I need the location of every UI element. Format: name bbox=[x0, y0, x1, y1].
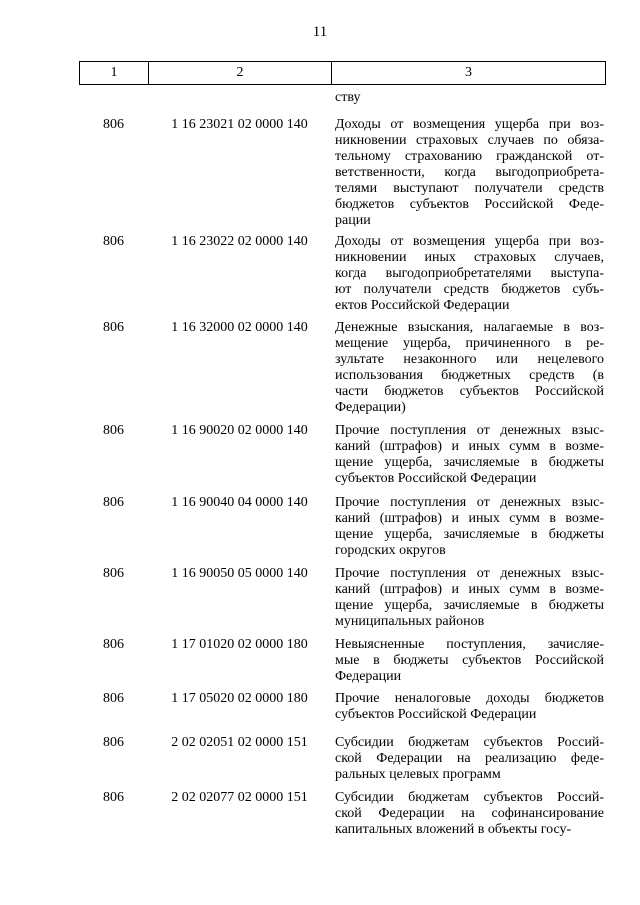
description-line: Доходы от возмещения ущерба при воз- bbox=[335, 117, 604, 132]
row-description bbox=[335, 691, 604, 723]
row-budget-code: 1 16 90050 05 0000 140 bbox=[171, 566, 308, 581]
row-description bbox=[335, 790, 604, 838]
description-line: ектов Российской Федерации bbox=[335, 298, 510, 313]
header-col-admin: 1 bbox=[80, 62, 149, 84]
description-line: ральных целевых программ bbox=[335, 767, 501, 782]
description-line: бюджетов субъектов Российской Феде- bbox=[335, 197, 604, 212]
description-line: телями выступают получатели средств bbox=[335, 181, 604, 196]
row-description bbox=[335, 735, 604, 783]
description-line: Федерации bbox=[335, 669, 402, 684]
description-line: части бюджетов субъектов Российской bbox=[335, 384, 604, 399]
row-admin-code: 806 bbox=[103, 637, 124, 652]
row-admin-code: 806 bbox=[103, 423, 124, 438]
description-line: городских округов bbox=[335, 543, 446, 558]
description-line: Денежные взыскания, налагаемые в воз- bbox=[335, 320, 604, 335]
row-description bbox=[335, 637, 604, 685]
description-line: субъектов Российской Федерации bbox=[335, 707, 537, 722]
description-line: каний (штрафов) и иных сумм в возме- bbox=[335, 582, 604, 597]
page-number: 11 bbox=[312, 24, 328, 40]
row-budget-code: 2 02 02051 02 0000 151 bbox=[171, 735, 308, 750]
table-header bbox=[79, 61, 606, 85]
description-line: Доходы от возмещения ущерба при воз- bbox=[335, 234, 604, 249]
row-description bbox=[335, 566, 604, 630]
row-budget-code: 1 16 32000 02 0000 140 bbox=[171, 320, 308, 335]
description-line: щение ущерба, зачисляемые в бюджеты bbox=[335, 598, 604, 613]
row-admin-code: 806 bbox=[103, 495, 124, 510]
row-budget-code: 1 16 90020 02 0000 140 bbox=[171, 423, 308, 438]
description-line: Субсидии бюджетам субъектов Россий- bbox=[335, 790, 604, 805]
continuation-text: ству bbox=[335, 90, 361, 105]
description-line: ской Федерации на софинансирование bbox=[335, 806, 604, 821]
row-admin-code: 806 bbox=[103, 117, 124, 132]
description-line: тельному страхованию гражданской от- bbox=[335, 149, 604, 164]
description-line: ской Федерации на реализацию феде- bbox=[335, 751, 604, 766]
row-admin-code: 806 bbox=[103, 566, 124, 581]
description-line: каний (штрафов) и иных сумм в возме- bbox=[335, 439, 604, 454]
row-admin-code: 806 bbox=[103, 320, 124, 335]
row-description bbox=[335, 320, 604, 416]
description-line: Невыясненные поступления, зачисляе- bbox=[335, 637, 604, 652]
row-budget-code: 1 17 05020 02 0000 180 bbox=[171, 691, 308, 706]
row-budget-code: 2 02 02077 02 0000 151 bbox=[171, 790, 308, 805]
description-line: Прочие неналоговые доходы бюджетов bbox=[335, 691, 604, 706]
row-description bbox=[335, 495, 604, 559]
row-description bbox=[335, 423, 604, 487]
description-line: мещение ущерба, причиненного в ре- bbox=[335, 336, 604, 351]
description-line: муниципальных районов bbox=[335, 614, 485, 629]
description-line: зультате незаконного или нецелевого bbox=[335, 352, 604, 367]
description-line: щение ущерба, зачисляемые в бюджеты bbox=[335, 455, 604, 470]
description-line: Прочие поступления от денежных взыс- bbox=[335, 423, 604, 438]
row-budget-code: 1 17 01020 02 0000 180 bbox=[171, 637, 308, 652]
row-description bbox=[335, 117, 604, 229]
row-admin-code: 806 bbox=[103, 735, 124, 750]
header-col-description: 3 bbox=[465, 65, 472, 80]
row-budget-code: 1 16 23021 02 0000 140 bbox=[171, 117, 308, 132]
description-line: Прочие поступления от денежных взыс- bbox=[335, 495, 604, 510]
row-admin-code: 806 bbox=[103, 691, 124, 706]
description-line: Субсидии бюджетам субъектов Россий- bbox=[335, 735, 604, 750]
row-description bbox=[335, 234, 604, 314]
description-line: каний (штрафов) и иных сумм в возме- bbox=[335, 511, 604, 526]
description-line: Федерации) bbox=[335, 400, 406, 415]
description-line: субъектов Российской Федерации bbox=[335, 471, 537, 486]
description-line: ветственности, когда выгодоприобрета- bbox=[335, 165, 604, 180]
description-line: мые в бюджеты субъектов Российской bbox=[335, 653, 604, 668]
row-admin-code: 806 bbox=[103, 234, 124, 249]
row-budget-code: 1 16 23022 02 0000 140 bbox=[171, 234, 308, 249]
row-admin-code: 806 bbox=[103, 790, 124, 805]
description-line: щение ущерба, зачисляемые в бюджеты bbox=[335, 527, 604, 542]
description-line: когда выгодоприобретателями выступа- bbox=[335, 266, 604, 281]
row-budget-code: 1 16 90040 04 0000 140 bbox=[171, 495, 308, 510]
header-col-code: 2 bbox=[149, 62, 332, 84]
description-line: использования бюджетных средств (в bbox=[335, 368, 604, 383]
description-line: рации bbox=[335, 213, 371, 228]
description-line: капитальных вложений в объекты госу- bbox=[335, 822, 572, 837]
description-line: никновении иных страховых случаев, bbox=[335, 250, 604, 265]
description-line: никновении страховых случаев по обяза- bbox=[335, 133, 604, 148]
description-line: Прочие поступления от денежных взыс- bbox=[335, 566, 604, 581]
description-line: ют получатели средств бюджетов субъ- bbox=[335, 282, 604, 297]
